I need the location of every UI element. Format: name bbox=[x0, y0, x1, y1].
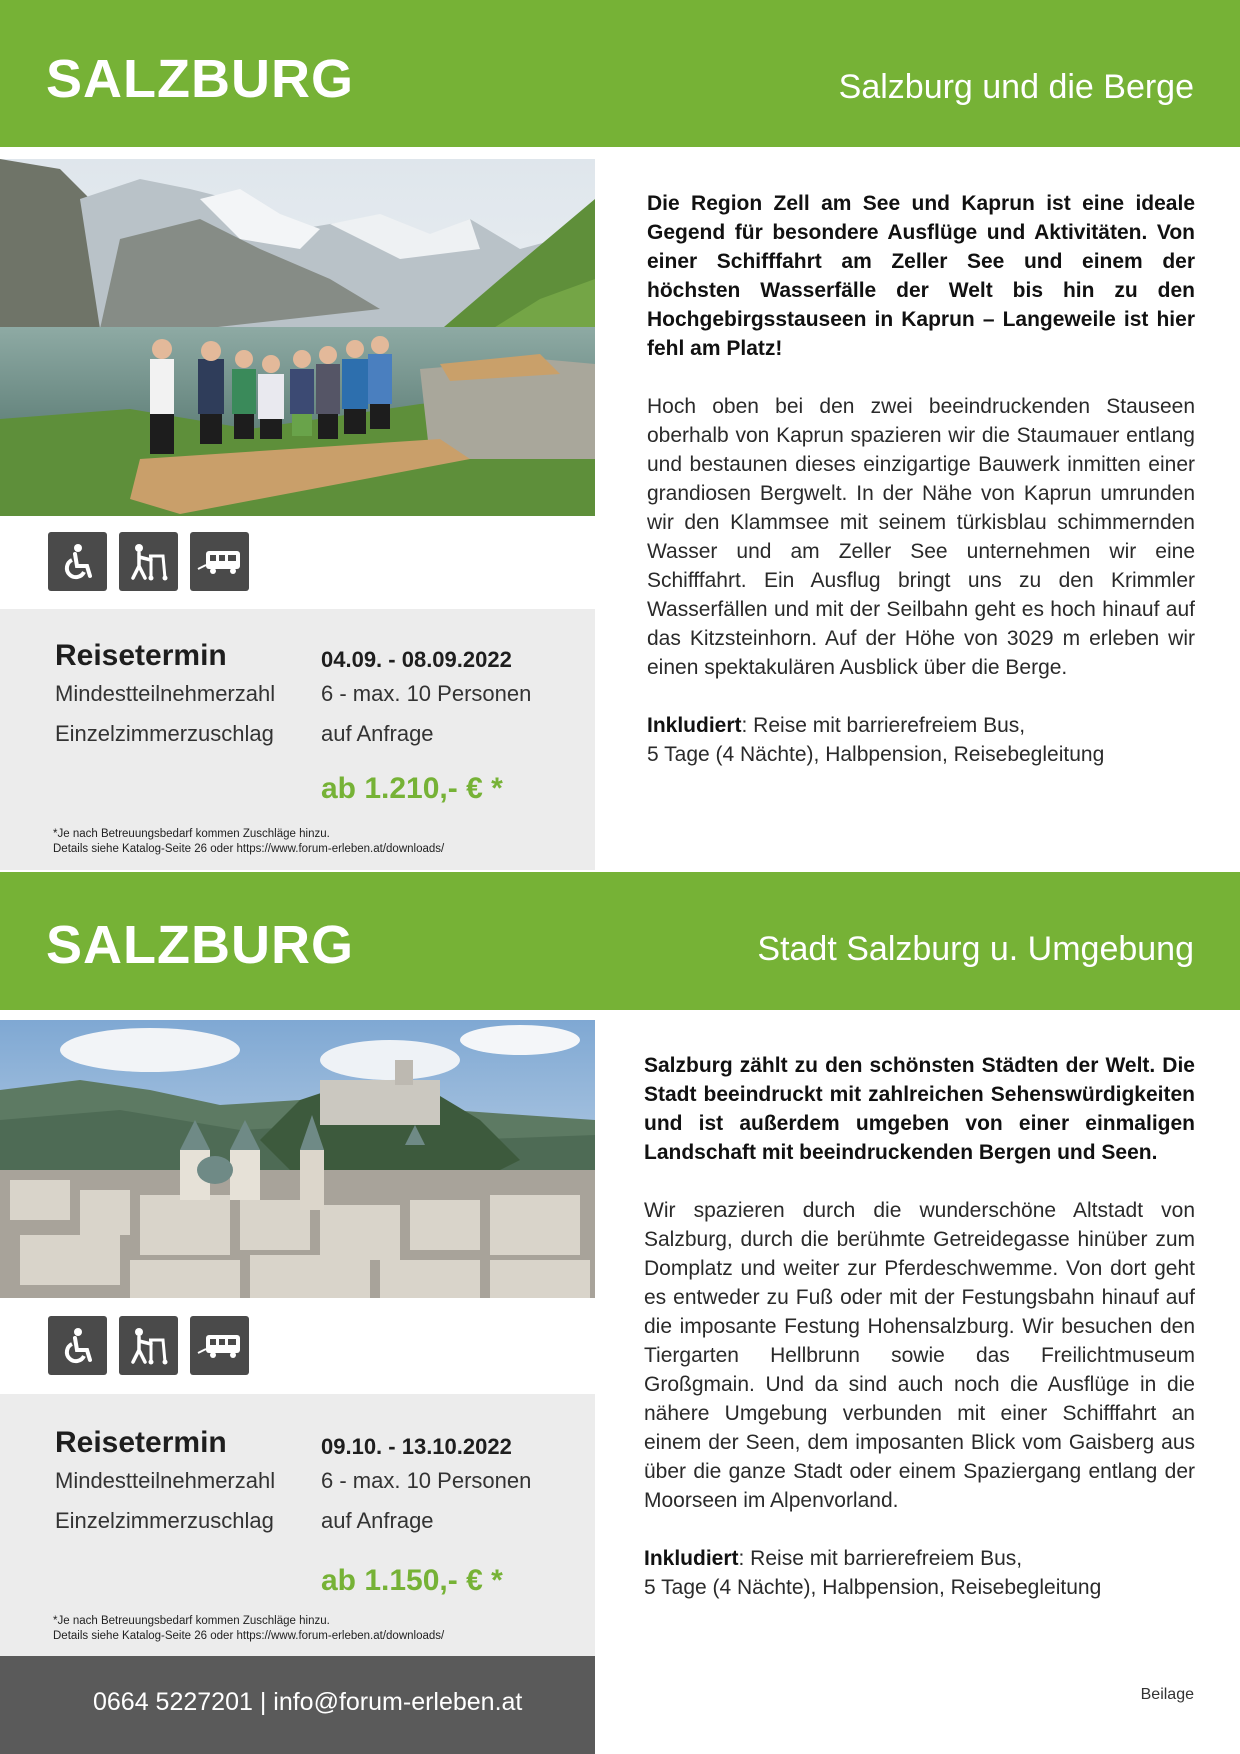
beilage-label: Beilage bbox=[1140, 1686, 1194, 1703]
section2-body: Wir spazieren durch die wunderschöne Altstadt von Salzburg, durch die berühmte Getreidegasse hinüber zum Domplatz und weiter zur Pferdeschwemme. Von dort geht es entweder zu Fuß oder mit der Festungsbahn hinauf auf die imposante Festung Hohensalzburg. Wir besuchen den Tiergarten Hellbrunn sowie das Freilichtmuseum Großgmain. Und da sind auch noch die Ausflüge in die nähere Umgebung verbunden mit einer Schifffahrt an einem der Seen, dem imposanten Blick vom Gaisberg aus über die ganze Stadt oder einem Spaziergang entlang der Moorseen im Alpenvorland. bbox=[644, 1199, 1195, 1512]
included-line1: : Reise mit barrierefreiem Bus, bbox=[738, 1547, 1023, 1570]
contact-info: 0664 5227201 | info@forum-erleben.at bbox=[93, 1688, 523, 1716]
section1-included bbox=[647, 711, 1195, 769]
section2-title: SALZBURG bbox=[46, 915, 354, 975]
section2-text bbox=[644, 1051, 1195, 1631]
section1-body: Hoch oben bei den zwei beeindruckenden Stauseen oberhalb von Kaprun spazieren wir die Staumauer entlang und bestaunen dieses einzigartige Bauwerk inmitten einer grandiosen Bergwelt. In der Nähe von Kaprun umrunden wir den Klammsee mit seinem türkisblau schimmernden Wasser und am Zeller See unternehmen wir eine Schifffahrt. Ein Ausflug bringt uns zu den Krimmler Wasserfällen und mit der Seilbahn geht es hoch hinauf auf das Kitzsteinhorn. Auf der Höhe von 3029 m erleben wir einen spektakulären Ausblick über die Berge. bbox=[647, 395, 1195, 679]
accessible-bus-icon bbox=[190, 532, 249, 591]
included-line1: : Reise mit barrierefreiem Bus, bbox=[741, 714, 1026, 737]
section1-text bbox=[647, 189, 1195, 798]
section2-accessibility-icons bbox=[48, 1316, 249, 1375]
min-participants-value: 6 - max. 10 Personen bbox=[321, 681, 532, 706]
reisetermin-value: 04.09. - 08.09.2022 bbox=[321, 647, 512, 672]
reisetermin-label: Reisetermin bbox=[55, 1426, 227, 1459]
section1-lead: Die Region Zell am See und Kaprun ist eine ideale Gegend für besondere Ausflüge und Aktivitäten. Von einer Schifffahrt am Zeller See und einem der höchsten Wasserfälle der Welt bis hin zu den Hochgebirgsstauseen in Kaprun – Langeweile ist hier fehl am Platz! bbox=[647, 192, 1195, 360]
included-line2: 5 Tage (4 Nächte), Halbpension, Reisebegleitung bbox=[644, 1576, 1102, 1599]
included-label: Inkludiert bbox=[647, 714, 742, 737]
min-participants-label: Mindestteilnehmerzahl bbox=[55, 681, 276, 706]
reisetermin-value: 09.10. - 13.10.2022 bbox=[321, 1434, 512, 1459]
single-room-label: Einzelzimmerzuschlag bbox=[55, 721, 274, 746]
price-note bbox=[53, 1614, 444, 1644]
price-note-line1: *Je nach Betreuungsbedarf kommen Zuschläge hinzu. bbox=[53, 1615, 330, 1627]
walker-icon bbox=[119, 532, 178, 591]
price-note-line1: *Je nach Betreuungsbedarf kommen Zuschläge hinzu. bbox=[53, 828, 330, 840]
section1-title: SALZBURG bbox=[46, 49, 354, 109]
price: ab 1.150,- € * bbox=[321, 1564, 503, 1597]
single-room-value: auf Anfrage bbox=[321, 1508, 434, 1533]
section2-banner bbox=[0, 872, 1240, 1010]
section1-accessibility-icons bbox=[48, 532, 249, 591]
wheelchair-icon bbox=[48, 532, 107, 591]
price: ab 1.210,- € * bbox=[321, 772, 503, 805]
wheelchair-icon bbox=[48, 1316, 107, 1375]
price-note-line2: Details siehe Katalog-Seite 26 oder https://www.forum-erleben.at/downloads/ bbox=[53, 1630, 445, 1642]
min-participants-label: Mindestteilnehmerzahl bbox=[55, 1468, 276, 1493]
section2-info-box bbox=[0, 1394, 595, 1656]
single-room-value: auf Anfrage bbox=[321, 721, 434, 746]
price-note-line2: Details siehe Katalog-Seite 26 oder https://www.forum-erleben.at/downloads/ bbox=[53, 843, 445, 855]
walker-icon bbox=[119, 1316, 178, 1375]
accessible-bus-icon bbox=[190, 1316, 249, 1375]
section1-photo-mountain-lake bbox=[0, 159, 595, 516]
included-line2: 5 Tage (4 Nächte), Halbpension, Reisebegleitung bbox=[647, 743, 1105, 766]
price-note bbox=[53, 827, 444, 857]
included-label: Inkludiert bbox=[644, 1547, 739, 1570]
section2-photo-salzburg-city bbox=[0, 1020, 595, 1298]
section2-subtitle: Stadt Salzburg u. Umgebung bbox=[757, 930, 1194, 968]
single-room-label: Einzelzimmerzuschlag bbox=[55, 1508, 274, 1533]
min-participants-value: 6 - max. 10 Personen bbox=[321, 1468, 532, 1493]
section2-lead: Salzburg zählt zu den schönsten Städten der Welt. Die Stadt beeindruckt mit zahlreichen Sehenswürdigkeiten und ist außerdem umgeben von einer einmaligen Landschaft mit beeindruckenden Bergen und Seen. bbox=[644, 1054, 1195, 1164]
section1-info-box bbox=[0, 609, 595, 870]
section1-banner bbox=[0, 0, 1240, 147]
reisetermin-label: Reisetermin bbox=[55, 639, 227, 672]
section1-subtitle: Salzburg und die Berge bbox=[838, 68, 1194, 106]
contact-footer bbox=[0, 1656, 595, 1754]
section2-included bbox=[644, 1544, 1195, 1602]
